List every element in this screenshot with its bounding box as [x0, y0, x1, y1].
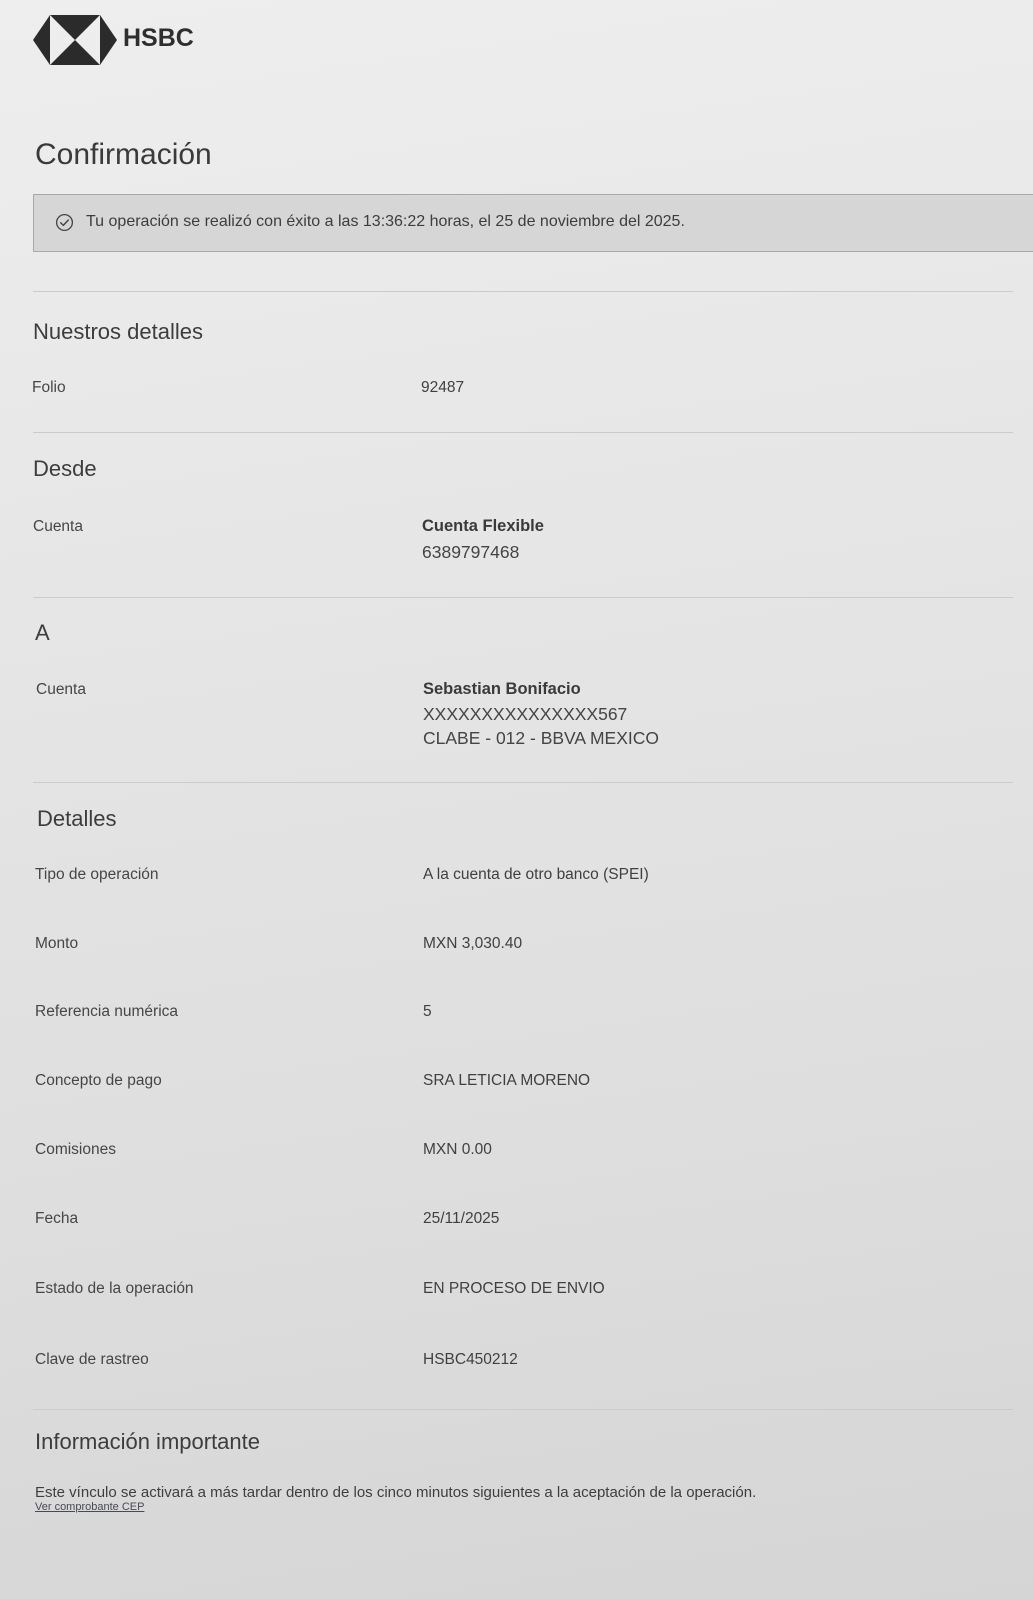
- success-banner: [33, 194, 1033, 252]
- detail-label-tracking-key: Clave de rastreo: [35, 1351, 149, 1368]
- important-info-text: Este vínculo se activará a más tardar dentro de los cinco minutos siguientes a la aceptación de la operación.: [35, 1484, 757, 1501]
- section-heading-details: Detalles: [37, 806, 117, 831]
- hsbc-logo-icon: [33, 15, 117, 65]
- beneficiary-account-number: XXXXXXXXXXXXXXX567: [423, 704, 628, 724]
- detail-label-operation-type: Tipo de operación: [35, 866, 159, 883]
- beneficiary-name: Sebastian Bonifacio: [423, 680, 581, 698]
- detail-label-payment-concept: Concepto de pago: [35, 1072, 162, 1089]
- divider: [33, 291, 1013, 292]
- detail-value-status: EN PROCESO DE ENVIO: [423, 1280, 605, 1297]
- detail-value-reference: 5: [423, 1003, 432, 1020]
- from-account-number: 6389797468: [422, 542, 520, 562]
- beneficiary-bank: CLABE - 012 - BBVA MEXICO: [423, 728, 660, 748]
- section-heading-our-details: Nuestros detalles: [33, 319, 203, 344]
- divider: [33, 1409, 1013, 1410]
- detail-value-operation-type: A la cuenta de otro banco (SPEI): [423, 866, 649, 883]
- page-title: Confirmación: [35, 138, 212, 171]
- detail-label-reference: Referencia numérica: [35, 1003, 179, 1020]
- detail-value-date: 25/11/2025: [423, 1210, 500, 1227]
- success-message: Tu operación se realizó con éxito a las 13:36:22 horas, el 25 de noviembre del 2025.: [86, 213, 685, 230]
- to-account-label: Cuenta: [36, 681, 86, 698]
- detail-value-amount: MXN 3,030.40: [423, 935, 523, 952]
- section-heading-from: Desde: [33, 456, 97, 481]
- folio-label: Folio: [32, 379, 66, 396]
- divider: [33, 597, 1013, 598]
- from-account-label: Cuenta: [33, 518, 83, 535]
- divider: [33, 432, 1013, 433]
- from-account-name: Cuenta Flexible: [422, 517, 544, 535]
- detail-value-tracking-key: HSBC450212: [423, 1351, 518, 1368]
- brand-name: HSBC: [123, 24, 194, 52]
- section-heading-important-info: Información importante: [35, 1429, 260, 1454]
- cep-receipt-link[interactable]: Ver comprobante CEP: [35, 1501, 145, 1513]
- detail-label-date: Fecha: [35, 1210, 79, 1227]
- section-heading-to: A: [35, 620, 50, 645]
- detail-value-payment-concept: SRA LETICIA MORENO: [423, 1072, 591, 1089]
- detail-label-amount: Monto: [35, 935, 79, 952]
- detail-value-fees: MXN 0.00: [423, 1141, 492, 1158]
- check-circle-icon: [55, 213, 74, 232]
- folio-value: 92487: [421, 379, 465, 396]
- detail-label-fees: Comisiones: [35, 1141, 116, 1158]
- divider: [33, 782, 1013, 783]
- detail-label-status: Estado de la operación: [35, 1280, 194, 1297]
